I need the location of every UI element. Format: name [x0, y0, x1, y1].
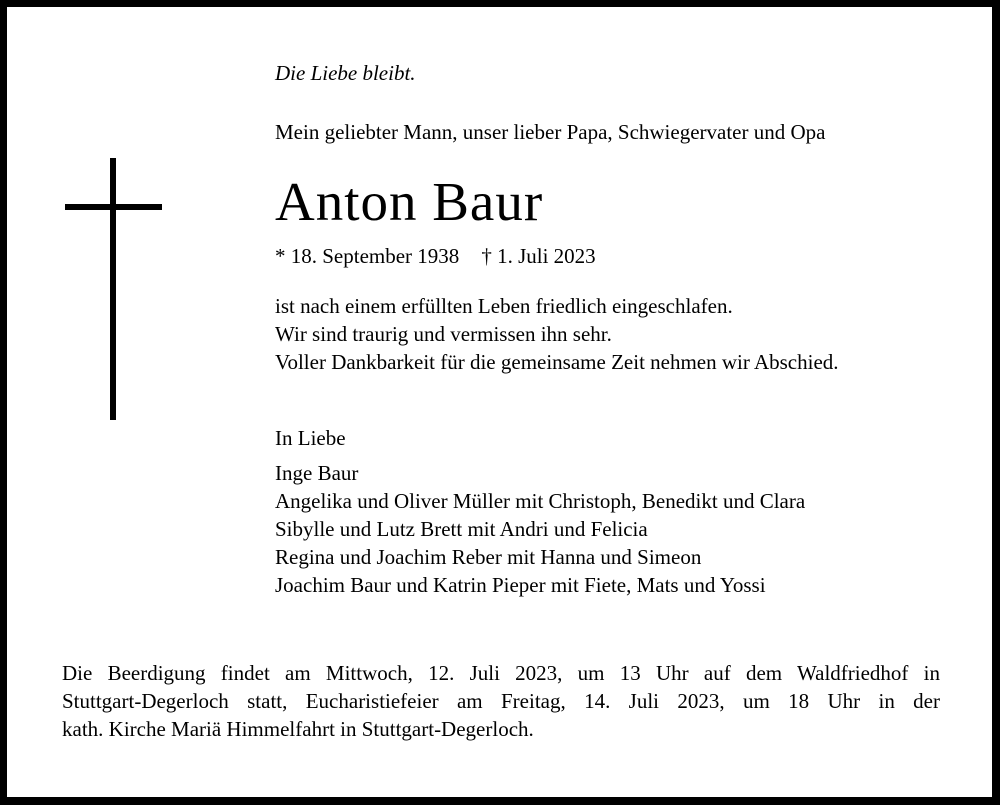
body-line: Wir sind traurig und vermissen ihn sehr. — [275, 322, 612, 346]
notice-body — [275, 292, 839, 376]
cross-horizontal-bar — [65, 204, 162, 210]
funeral-line: kath. Kirche Mariä Himmelfahrt in Stuttgart-Degerloch. — [62, 717, 534, 741]
funeral-line: Stuttgart-Degerloch statt, Eucharistiefeier am Freitag, 14. Juli 2023, um 18 Uhr in der — [62, 689, 940, 713]
cross-vertical-bar — [110, 158, 116, 420]
body-line: Voller Dankbarkeit für die gemeinsame Zeit nehmen wir Abschied. — [275, 350, 839, 374]
funeral-line: Die Beerdigung findet am Mittwoch, 12. Juli 2023, um 13 Uhr auf dem Waldfriedhof in — [62, 661, 940, 685]
family-member: Angelika und Oliver Müller mit Christoph, Benedikt und Clara — [275, 489, 806, 513]
body-line: ist nach einem erfüllten Leben friedlich eingeschlafen. — [275, 294, 733, 318]
family-member: Joachim Baur und Katrin Pieper mit Fiete, Mats und Yossi — [275, 573, 766, 597]
closing-phrase: In Liebe — [275, 426, 346, 450]
intro-line: Mein geliebter Mann, unser lieber Papa, Schwiegervater und Opa — [275, 120, 826, 144]
motto: Die Liebe bleibt. — [275, 61, 416, 85]
family-member: Sibylle und Lutz Brett mit Andri und Felicia — [275, 517, 648, 541]
deceased-name: Anton Baur — [275, 171, 544, 232]
birth-date: * 18. September 1938 — [275, 244, 460, 268]
death-date: † 1. Juli 2023 — [481, 244, 596, 268]
family-member: Regina und Joachim Reber mit Hanna und Simeon — [275, 545, 702, 569]
family-member: Inge Baur — [275, 461, 359, 485]
life-dates — [275, 242, 596, 270]
funeral-details — [62, 659, 940, 743]
family-list — [275, 459, 805, 599]
